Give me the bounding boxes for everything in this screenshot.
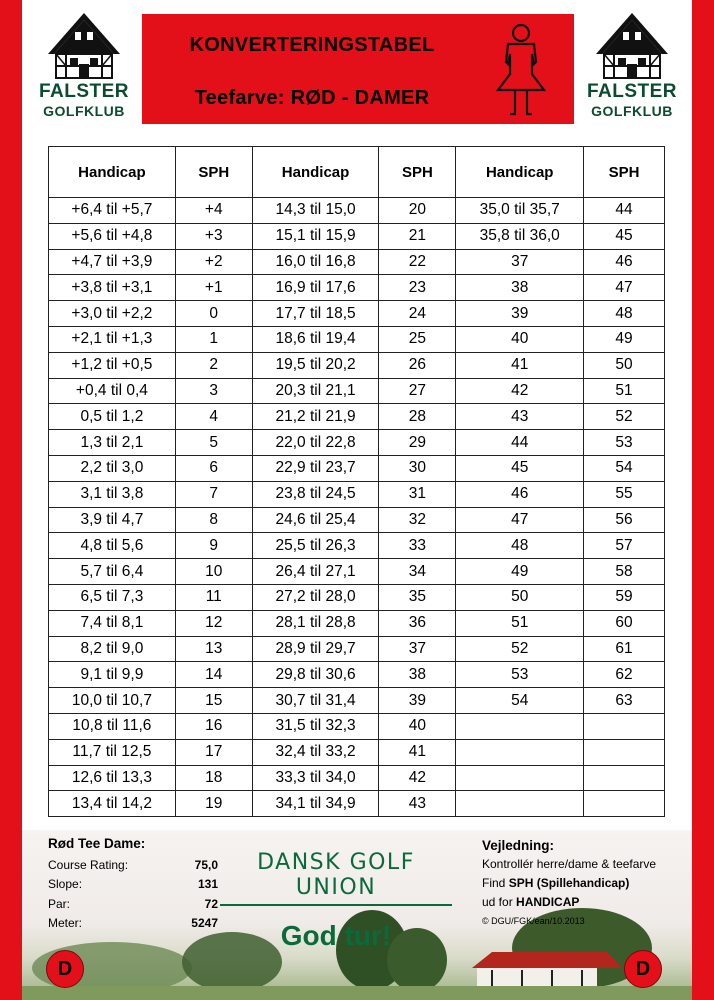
sph-cell: 24 <box>379 301 456 327</box>
sph-cell: 51 <box>584 378 665 404</box>
handicap-cell: +4,7 til +3,9 <box>49 249 176 275</box>
header-handicap: Handicap <box>49 147 176 198</box>
sph-cell: 37 <box>379 636 456 662</box>
sph-cell: +2 <box>175 249 252 275</box>
handicap-cell: 9,1 til 9,9 <box>49 662 176 688</box>
handicap-cell: 50 <box>456 584 584 610</box>
sph-cell: 57 <box>584 533 665 559</box>
table-body <box>49 198 665 817</box>
sph-cell: 9 <box>175 533 252 559</box>
sph-cell: 3 <box>175 378 252 404</box>
handicap-cell: 10,0 til 10,7 <box>49 688 176 714</box>
sph-cell: 14 <box>175 662 252 688</box>
handicap-cell: 35,0 til 35,7 <box>456 198 584 224</box>
handicap-cell: 49 <box>456 559 584 585</box>
header-handicap: Handicap <box>252 147 379 198</box>
handicap-cell: 47 <box>456 507 584 533</box>
course-rating-label: Course Rating: <box>48 857 129 872</box>
handicap-cell: 1,3 til 2,1 <box>49 430 176 456</box>
sph-cell: 35 <box>379 584 456 610</box>
sph-cell: 8 <box>175 507 252 533</box>
handicap-cell: 16,9 til 17,6 <box>252 275 379 301</box>
table-row <box>49 430 665 456</box>
sph-cell: 55 <box>584 481 665 507</box>
handicap-cell: +0,4 til 0,4 <box>49 378 176 404</box>
handicap-cell: 28,1 til 28,8 <box>252 610 379 636</box>
sph-cell: 2 <box>175 352 252 378</box>
handicap-cell: 52 <box>456 636 584 662</box>
sph-cell: 30 <box>379 455 456 481</box>
table-row <box>49 662 665 688</box>
table-row <box>49 610 665 636</box>
sph-cell: 54 <box>584 455 665 481</box>
tee-info-header: Rød Tee Dame: <box>48 836 146 851</box>
sph-cell: 44 <box>584 198 665 224</box>
handicap-cell: 16,0 til 16,8 <box>252 249 379 275</box>
handicap-cell: 27,2 til 28,0 <box>252 584 379 610</box>
handicap-cell: 24,6 til 25,4 <box>252 507 379 533</box>
handicap-cell: 19,5 til 20,2 <box>252 352 379 378</box>
sph-cell: 22 <box>379 249 456 275</box>
left-red-border <box>0 0 22 1000</box>
handicap-cell: 45 <box>456 455 584 481</box>
handicap-cell: 51 <box>456 610 584 636</box>
sph-cell: 38 <box>379 662 456 688</box>
handicap-cell: +3,8 til +3,1 <box>49 275 176 301</box>
table-row <box>49 249 665 275</box>
tee-info <box>48 836 218 933</box>
table-row <box>49 352 665 378</box>
sph-cell: 11 <box>175 584 252 610</box>
handicap-cell: 10,8 til 11,6 <box>49 713 176 739</box>
sph-cell: 15 <box>175 688 252 714</box>
tee-badge-left: D <box>46 950 84 988</box>
handicap-cell: 13,4 til 14,2 <box>49 791 176 817</box>
title-banner <box>142 14 574 124</box>
header-sph: SPH <box>584 147 665 198</box>
tee-color-subtitle: Teefarve: RØD - DAMER <box>194 87 430 109</box>
sph-cell: 63 <box>584 688 665 714</box>
handicap-cell: 22,9 til 23,7 <box>252 455 379 481</box>
sph-cell: 28 <box>379 404 456 430</box>
handicap-cell <box>456 713 584 739</box>
sph-cell: 13 <box>175 636 252 662</box>
table-row <box>49 765 665 791</box>
conversion-table <box>48 146 665 817</box>
handicap-cell: 28,9 til 29,7 <box>252 636 379 662</box>
logo-line-1: FALSTER <box>38 81 130 102</box>
table-header-row <box>49 147 665 198</box>
sph-cell <box>584 713 665 739</box>
handicap-cell: 40 <box>456 326 584 352</box>
sph-cell: 26 <box>379 352 456 378</box>
sph-cell: 31 <box>379 481 456 507</box>
right-red-border <box>692 0 714 1000</box>
sph-cell: 36 <box>379 610 456 636</box>
union-logo-text: DANSK GOLF UNION <box>220 850 452 906</box>
header-sph: SPH <box>175 147 252 198</box>
sph-cell: 49 <box>584 326 665 352</box>
meter-label: Meter: <box>48 916 83 931</box>
sph-cell <box>584 765 665 791</box>
guide-line-3: ud for HANDICAP <box>482 895 580 909</box>
table-row <box>49 713 665 739</box>
handicap-cell: 42 <box>456 378 584 404</box>
sph-cell: +3 <box>175 223 252 249</box>
handicap-cell: +3,0 til +2,2 <box>49 301 176 327</box>
sph-cell: 25 <box>379 326 456 352</box>
page-title: KONVERTERINGSTABEL <box>189 34 435 56</box>
slope-row <box>48 875 218 895</box>
handicap-cell: 26,4 til 27,1 <box>252 559 379 585</box>
table-row <box>49 481 665 507</box>
sph-cell: 58 <box>584 559 665 585</box>
handicap-cell: 14,3 til 15,0 <box>252 198 379 224</box>
header-sph: SPH <box>379 147 456 198</box>
handicap-cell <box>456 765 584 791</box>
handicap-cell: 3,1 til 3,8 <box>49 481 176 507</box>
sph-cell: 47 <box>584 275 665 301</box>
table-row <box>49 636 665 662</box>
handicap-cell: 15,1 til 15,9 <box>252 223 379 249</box>
footer-section <box>22 830 692 1000</box>
handicap-cell: 23,8 til 24,5 <box>252 481 379 507</box>
handicap-cell: 22,0 til 22,8 <box>252 430 379 456</box>
table-row <box>49 378 665 404</box>
handicap-cell: 31,5 til 32,3 <box>252 713 379 739</box>
logo-line-2: GOLFKLUB <box>43 103 125 119</box>
guide-header: Vejledning: <box>482 838 555 853</box>
falster-golfklub-logo-left <box>38 10 130 126</box>
handicap-cell: 34,1 til 34,9 <box>252 791 379 817</box>
sph-cell: 33 <box>379 533 456 559</box>
table-row <box>49 198 665 224</box>
handicap-cell <box>456 739 584 765</box>
falster-golfklub-logo-right <box>586 10 678 126</box>
handicap-cell: 3,9 til 4,7 <box>49 507 176 533</box>
table-row <box>49 688 665 714</box>
handicap-cell: +5,6 til +4,8 <box>49 223 176 249</box>
table-row <box>49 584 665 610</box>
handicap-cell: 54 <box>456 688 584 714</box>
sph-cell: 34 <box>379 559 456 585</box>
woman-icon <box>486 22 556 118</box>
greeting-text: God tur! <box>280 920 392 951</box>
handicap-cell: 21,2 til 21,9 <box>252 404 379 430</box>
sph-cell: 1 <box>175 326 252 352</box>
handicap-cell: 11,7 til 12,5 <box>49 739 176 765</box>
par-label: Par: <box>48 896 71 911</box>
sph-cell: 60 <box>584 610 665 636</box>
table-row <box>49 301 665 327</box>
sph-cell: 53 <box>584 430 665 456</box>
sph-cell: 59 <box>584 584 665 610</box>
sph-cell: 40 <box>379 713 456 739</box>
course-rating-row <box>48 855 218 875</box>
handicap-cell <box>456 791 584 817</box>
sph-cell: 32 <box>379 507 456 533</box>
dansk-golf-union-block <box>220 850 452 952</box>
sph-cell: 50 <box>584 352 665 378</box>
table-row <box>49 739 665 765</box>
sph-cell: 19 <box>175 791 252 817</box>
handicap-cell: 2,2 til 3,0 <box>49 455 176 481</box>
guide <box>482 836 682 931</box>
handicap-cell: +6,4 til +5,7 <box>49 198 176 224</box>
sph-cell: 29 <box>379 430 456 456</box>
table-row <box>49 533 665 559</box>
par-value: 72 <box>204 896 218 911</box>
guide-line-1: Kontrollér herre/dame & teefarve <box>482 857 657 871</box>
sph-cell: 16 <box>175 713 252 739</box>
table-row <box>49 404 665 430</box>
handicap-cell: 33,3 til 34,0 <box>252 765 379 791</box>
sph-cell: 17 <box>175 739 252 765</box>
handicap-cell: 32,4 til 33,2 <box>252 739 379 765</box>
sph-cell: 48 <box>584 301 665 327</box>
table-row <box>49 455 665 481</box>
sph-cell: 21 <box>379 223 456 249</box>
guide-line-2: Find SPH (Spillehandicap) <box>482 876 630 890</box>
logo-line-1: FALSTER <box>586 81 678 102</box>
handicap-cell: 44 <box>456 430 584 456</box>
sph-cell: 7 <box>175 481 252 507</box>
table-row <box>49 275 665 301</box>
table-row <box>49 507 665 533</box>
clubhouse-icon <box>44 10 124 80</box>
handicap-cell: 29,8 til 30,6 <box>252 662 379 688</box>
handicap-cell: +2,1 til +1,3 <box>49 326 176 352</box>
sph-cell: 23 <box>379 275 456 301</box>
logo-line-2: GOLFKLUB <box>591 103 673 119</box>
handicap-cell: +1,2 til +0,5 <box>49 352 176 378</box>
sph-cell: 43 <box>379 791 456 817</box>
course-rating-value: 75,0 <box>194 857 218 872</box>
sph-cell: 61 <box>584 636 665 662</box>
handicap-cell: 39 <box>456 301 584 327</box>
copyright: © DGU/FGK/ean/10.2013 <box>482 916 585 926</box>
sph-cell: 4 <box>175 404 252 430</box>
handicap-cell: 7,4 til 8,1 <box>49 610 176 636</box>
handicap-cell: 53 <box>456 662 584 688</box>
meter-row <box>48 914 218 934</box>
handicap-cell: 46 <box>456 481 584 507</box>
handicap-cell: 25,5 til 26,3 <box>252 533 379 559</box>
sph-cell: 39 <box>379 688 456 714</box>
sph-cell: +1 <box>175 275 252 301</box>
handicap-cell: 8,2 til 9,0 <box>49 636 176 662</box>
sph-cell: 10 <box>175 559 252 585</box>
sph-cell: 45 <box>584 223 665 249</box>
clubhouse-icon <box>592 10 672 80</box>
sph-cell: 62 <box>584 662 665 688</box>
slope-label: Slope: <box>48 877 83 892</box>
handicap-cell: 18,6 til 19,4 <box>252 326 379 352</box>
table-row <box>49 223 665 249</box>
handicap-cell: 37 <box>456 249 584 275</box>
sph-cell: 18 <box>175 765 252 791</box>
sph-cell: 5 <box>175 430 252 456</box>
handicap-cell: 43 <box>456 404 584 430</box>
header-handicap: Handicap <box>456 147 584 198</box>
slope-value: 131 <box>197 877 218 892</box>
sph-cell: 41 <box>379 739 456 765</box>
tee-badge-right: D <box>624 950 662 988</box>
sph-cell: 12 <box>175 610 252 636</box>
table-row <box>49 326 665 352</box>
meter-value: 5247 <box>191 916 218 931</box>
handicap-cell: 4,8 til 5,6 <box>49 533 176 559</box>
sph-cell: 56 <box>584 507 665 533</box>
handicap-cell: 41 <box>456 352 584 378</box>
handicap-cell: 17,7 til 18,5 <box>252 301 379 327</box>
handicap-cell: 35,8 til 36,0 <box>456 223 584 249</box>
sph-cell: 46 <box>584 249 665 275</box>
handicap-cell: 5,7 til 6,4 <box>49 559 176 585</box>
sph-cell: 20 <box>379 198 456 224</box>
sph-cell: 0 <box>175 301 252 327</box>
table-row <box>49 559 665 585</box>
handicap-cell: 6,5 til 7,3 <box>49 584 176 610</box>
sph-cell: 52 <box>584 404 665 430</box>
par-row <box>48 894 218 914</box>
handicap-cell: 38 <box>456 275 584 301</box>
sph-cell <box>584 739 665 765</box>
table-row <box>49 791 665 817</box>
sph-cell: 27 <box>379 378 456 404</box>
handicap-cell: 0,5 til 1,2 <box>49 404 176 430</box>
handicap-cell: 48 <box>456 533 584 559</box>
handicap-cell: 30,7 til 31,4 <box>252 688 379 714</box>
handicap-cell: 20,3 til 21,1 <box>252 378 379 404</box>
handicap-cell: 12,6 til 13,3 <box>49 765 176 791</box>
sph-cell: 42 <box>379 765 456 791</box>
sph-cell: +4 <box>175 198 252 224</box>
sph-cell: 6 <box>175 455 252 481</box>
sph-cell <box>584 791 665 817</box>
